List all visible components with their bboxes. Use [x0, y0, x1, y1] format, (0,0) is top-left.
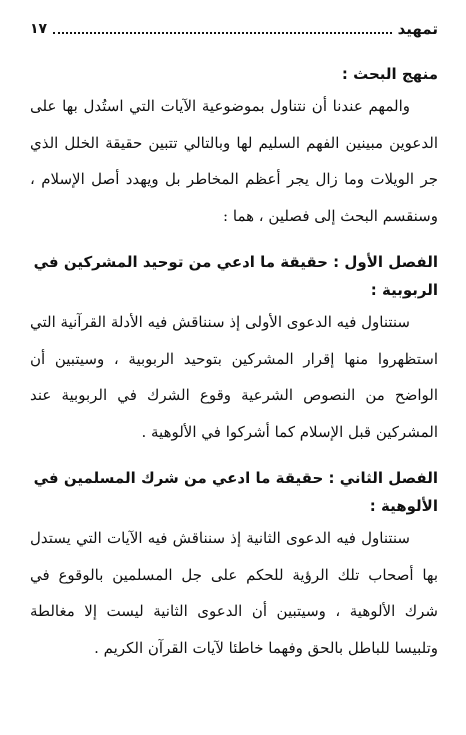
- section-body-chapter-one: سنتناول فيه الدعوى الأولى إذ سنناقش فيه الأدلة القرآنية التي استظهروا منها إقرار المشركين بتوحيد الربوبية ، وسيتبين أن الواضح من النصوص الشرعية وقوع الشرك في الربوبية عند المشركين قبل الإسلام كما أشركوا في الألوهية .: [30, 313, 438, 441]
- section-body-chapter-two: سنتناول فيه الدعوى الثانية إذ سنناقش فيه الآيات التي يستدل بها أصحاب تلك الرؤية للحكم على جل المسلمين بالوقوع في شرك الألوهية ، وسيتبين أن الدعوى الثانية ليست إلا مغالطة وتلبيسا للباطل بالحق وفهما خاطئا لآيات القرآن الكريم .: [30, 529, 438, 657]
- header-dotted-leader: [53, 32, 392, 34]
- section-heading-methodology: منهج البحث :: [341, 65, 438, 83]
- section-heading-chapter-one: الفصل الأول : حقيقة ما ادعي من توحيد المشركين في الربوبية :: [33, 253, 438, 299]
- page-number: ١٧: [30, 21, 48, 37]
- page-content: [30, 60, 438, 666]
- running-header: [30, 18, 438, 40]
- section-body-methodology: والمهم عندنا أن نتناول بموضوعية الآيات التي استُدل بها على الدعوين مبينين الفهم السليم لها وبالتالي تتبين حقيقة الخلل الذي جر الويلات وما زال يجر أعظم المخاطر بل ويهدد أصل الإسلام ، وسنقسم البحث إلى فصلين ، هما :: [30, 97, 438, 225]
- chapter-title: تمهيد: [397, 20, 438, 38]
- section-heading-chapter-two: الفصل الثاني : حقيقة ما ادعي من شرك المسلمين في الألوهية :: [33, 469, 438, 515]
